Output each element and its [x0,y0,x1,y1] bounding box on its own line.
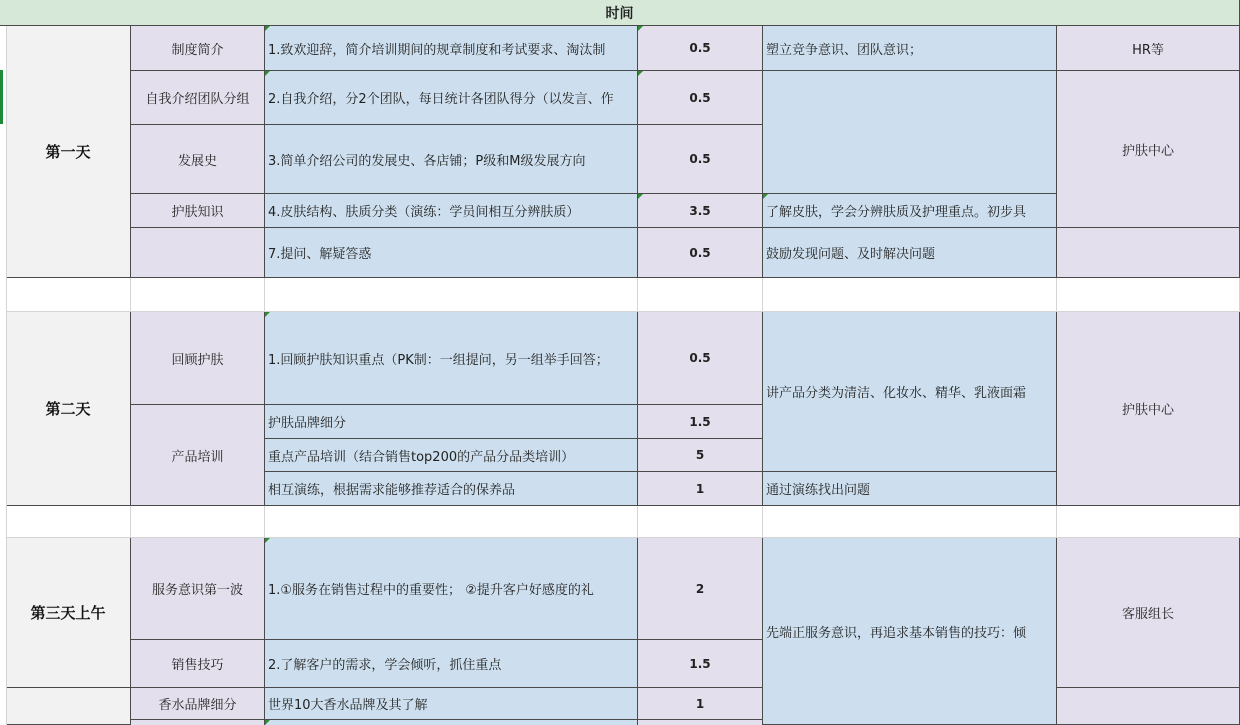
module-cell[interactable]: 产品培训 [131,405,265,506]
content-cell[interactable]: 相互演练，根据需求能够推荐适合的保养品 [265,472,638,506]
content-cell[interactable]: 1.致欢迎辞，简介培训期间的规章制度和考试要求、淘汰制 [265,26,638,71]
empty-cell[interactable] [131,506,265,538]
hours-cell[interactable]: 0.5 [638,26,763,71]
content-cell[interactable]: 1.①服务在销售过程中的重要性； ②提升客户好感度的礼 [265,538,638,640]
empty-cell[interactable] [638,278,763,312]
hours-cell[interactable]: 1.5 [638,405,763,439]
hours-cell[interactable]: 3.5 [638,194,763,228]
module-cell[interactable]: 香水品牌细分 [131,688,265,720]
owner-cell[interactable] [1057,688,1240,725]
hours-cell[interactable]: 0.5 [638,71,763,125]
content-cell[interactable]: 2.自我介绍，分2个团队，每日统计各团队得分（以发言、作 [265,71,638,125]
module-cell[interactable]: 发展史 [131,125,265,194]
goal-cell[interactable]: 通过演练找出问题 [763,472,1057,506]
day-label-3[interactable]: 第三天上午 [6,538,131,688]
goal-cell[interactable]: 鼓励发现问题、及时解决问题 [763,228,1057,278]
empty-cell[interactable] [638,506,763,538]
empty-cell[interactable] [265,506,638,538]
owner-cell[interactable]: 客服组长 [1057,538,1240,688]
owner-cell[interactable]: HR等 [1057,26,1240,71]
empty-cell[interactable] [6,506,131,538]
content-cell[interactable]: 1.回顾护肤知识重点（PK制：一组提问，另一组举手回答； [265,312,638,405]
day-label-2[interactable]: 第二天 [6,312,131,506]
empty-cell[interactable] [265,278,638,312]
empty-cell[interactable] [763,506,1057,538]
module-cell[interactable]: 制度简介 [131,26,265,71]
hours-cell[interactable]: 1.5 [638,640,763,688]
module-cell[interactable] [131,228,265,278]
content-cell[interactable] [265,720,638,725]
content-cell[interactable]: 3.简单介绍公司的发展史、各店铺；P级和M级发展方向 [265,125,638,194]
content-cell[interactable]: 4.皮肤结构、肤质分类（演练：学员间相互分辨肤质） [265,194,638,228]
empty-cell[interactable] [131,278,265,312]
hours-cell[interactable]: 1 [638,688,763,720]
owner-cell[interactable]: 护肤中心 [1057,71,1240,228]
module-cell[interactable]: 回顾护肤 [131,312,265,405]
hours-cell[interactable]: 2 [638,538,763,640]
empty-cell[interactable] [1057,278,1240,312]
hours-cell[interactable]: 5 [638,439,763,472]
hours-cell[interactable]: 0.5 [638,125,763,194]
module-cell[interactable]: 自我介绍团队分组 [131,71,265,125]
empty-cell[interactable] [1057,506,1240,538]
content-cell[interactable]: 2.了解客户的需求，学会倾听，抓住重点 [265,640,638,688]
content-cell[interactable]: 7.提问、解疑答惑 [265,228,638,278]
row-selection-indicator [0,70,3,124]
module-cell[interactable]: 护肤知识 [131,194,265,228]
goal-cell[interactable]: 了解皮肤，学会分辨肤质及护理重点。初步具 [763,194,1057,228]
hours-cell[interactable]: 0.5 [638,228,763,278]
goal-cell[interactable] [763,71,1057,194]
hours-cell[interactable]: 0.5 [638,312,763,405]
module-cell[interactable] [131,720,265,725]
content-cell[interactable]: 护肤品牌细分 [265,405,638,439]
goal-cell[interactable]: 塑立竞争意识、团队意识； [763,26,1057,71]
content-cell[interactable]: 重点产品培训（结合销售top200的产品分品类培训） [265,439,638,472]
left-edge-strip [0,26,7,725]
time-header[interactable]: 时间 [0,0,1240,26]
empty-cell[interactable] [6,278,131,312]
day-label-1[interactable]: 第一天 [6,26,131,278]
hours-cell[interactable] [638,720,763,725]
content-cell[interactable]: 世界10大香水品牌及其了解 [265,688,638,720]
goal-cell[interactable]: 讲产品分类为清洁、化妆水、精华、乳液面霜 [763,312,1057,472]
module-cell[interactable]: 服务意识第一波 [131,538,265,640]
day-cell[interactable] [6,688,131,725]
goal-cell[interactable]: 先端正服务意识，再追求基本销售的技巧：倾 [763,538,1057,725]
owner-cell[interactable] [1057,228,1240,278]
empty-cell[interactable] [763,278,1057,312]
module-cell[interactable]: 销售技巧 [131,640,265,688]
owner-cell[interactable]: 护肤中心 [1057,312,1240,506]
hours-cell[interactable]: 1 [638,472,763,506]
